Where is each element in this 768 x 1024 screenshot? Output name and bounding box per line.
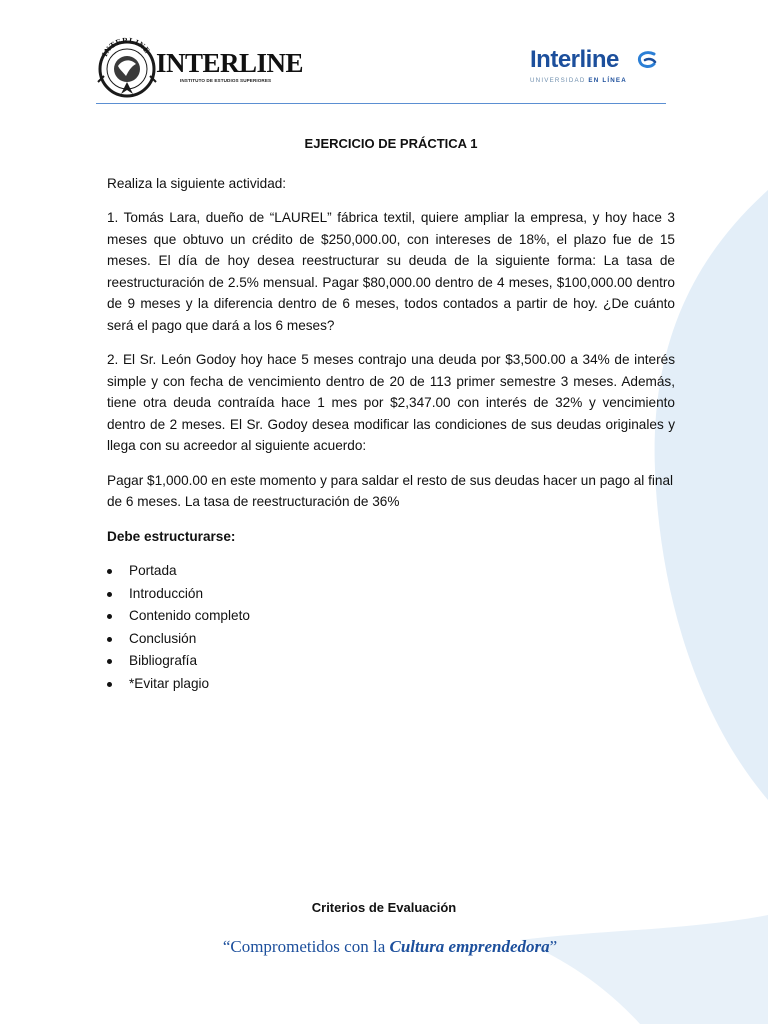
- problem-1: 1. Tomás Lara, dueño de “LAUREL” fábrica textil, quiere ampliar la empresa, y hoy hace 3 meses que obtuvo un crédito de $250,000.00, con intereses de 18%, el plazo fue de 15 meses. El día de hoy desea reestructurar su deuda de la siguiente forma: La tasa de reestructuración de 2.5% mensual. Pagar $80,000.00 dentro de 4 meses, $100,000.00 dentro de 9 meses y la diferencia dentro de 6 meses, todos contados a partir de hoy. ¿De cuánto será el pago que dará a los 6 meses?: [107, 210, 675, 333]
- slogan-open: “Comprometidos con la: [222, 937, 390, 956]
- list-item: Introducción: [107, 583, 675, 606]
- list-item: Conclusión: [107, 628, 675, 651]
- interline-online-logo: [528, 48, 664, 92]
- interline-institute-logo: [96, 36, 304, 100]
- header-divider: [96, 103, 666, 104]
- svg-text:INTERLINE: [100, 36, 152, 58]
- swirl-logo-icon: [634, 50, 660, 70]
- structure-heading: Debe estructurarse:: [107, 528, 236, 544]
- online-university-tagline: [530, 77, 627, 84]
- structure-list: [107, 560, 675, 695]
- slogan-emphasis: Cultura emprendedora: [389, 937, 550, 956]
- list-item: Portada: [107, 560, 675, 583]
- list-item: *Evitar plagio: [107, 673, 675, 696]
- seal-text-arc: [96, 36, 158, 66]
- problem-2: 2. El Sr. León Godoy hoy hace 5 meses contrajo una deuda por $3,500.00 a 34% de interés simple y con fecha de vencimiento dentro de 20 de 113 primer semestre 3 meses. Además, tiene otra deuda contraída hace 1 mes por $2,347.00 con interés de 32% y vencimiento dentro de 2 meses. El Sr. Godoy desea modificar las condiciones de sus deudas originales y llega con su acreedor al siguiente acuerdo:: [107, 352, 675, 453]
- seal-text: INTERLINE: [100, 36, 152, 58]
- document-body: [107, 133, 675, 695]
- tagline-part-2: EN LÍNEA: [588, 77, 627, 84]
- slogan-close: ”: [549, 937, 558, 956]
- tagline-part-1: UNIVERSIDAD: [530, 77, 586, 84]
- institute-name: INTERLINE: [156, 48, 304, 78]
- problem-2-agreement: Pagar $1,000.00 en este momento y para saldar el resto de sus deudas hacer un pago al final de 6 meses. La tasa de reestructuración de 36%: [107, 472, 674, 509]
- online-university-name: Interline: [530, 46, 619, 73]
- institute-subtitle: INSTITUTO DE ESTUDIOS SUPERIORES: [180, 78, 272, 83]
- document-title: EJERCICIO DE PRÁCTICA 1: [304, 136, 478, 151]
- intro-text: Realiza la siguiente actividad:: [107, 175, 287, 191]
- list-item: Contenido completo: [107, 605, 675, 628]
- evaluation-criteria-heading: Criterios de Evaluación: [311, 900, 457, 915]
- list-item: Bibliografía: [107, 650, 675, 673]
- footer-slogan: [0, 937, 768, 957]
